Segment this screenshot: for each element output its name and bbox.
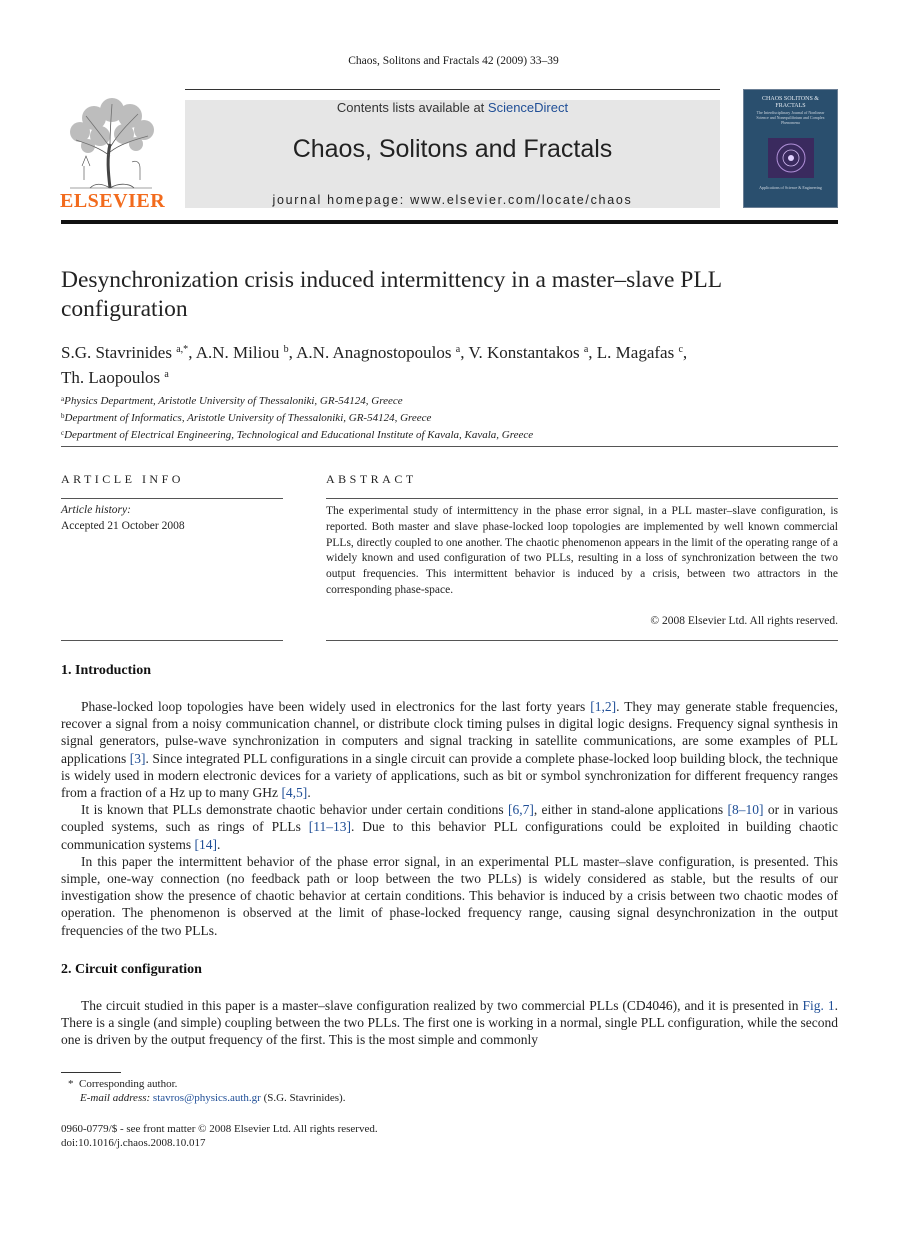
intro-paragraph-1: Phase-locked loop topologies have been widely used in electronics for the last forty years [1,2]. They may generate stable frequencies, recover a signal from a noisy communication channel, or distribute clock timing pulses in digital logic designs. Frequency signal synthesis in signal generators, pulse-wave synchronization in computers and signal tracking in satellite communications, are some examples of PLL applications [3]. Since integrated PLL configurations in a single circuit can provide a complete phase-locked loop building block, the technique is widely used in modern electronic devices for a variety of applications, such as bit or symbol synchronization for different frequency ranges from a fraction of a Hz up to many GHz [4,5]. bbox=[61, 699, 839, 801]
abstract-heading: ABSTRACT bbox=[326, 472, 417, 486]
contents-prefix: Contents lists available at bbox=[336, 100, 488, 115]
figure-link[interactable]: Fig. 1 bbox=[802, 998, 835, 1013]
header-thick-rule bbox=[61, 220, 838, 224]
author-separator: , bbox=[682, 343, 688, 362]
section-heading-circuit: 2. Circuit configuration bbox=[61, 962, 202, 977]
cover-title: CHAOS SOLITONS & FRACTALS bbox=[762, 96, 819, 109]
author-affiliation-mark: c bbox=[678, 344, 683, 355]
author-affiliation-mark: a bbox=[164, 369, 169, 380]
abstract-bottom-rule bbox=[326, 640, 838, 641]
citation-link[interactable]: [4,5] bbox=[281, 785, 308, 801]
email-note: E-mail address: stavros@physics.auth.gr (S.G. Stavrinides). bbox=[80, 1092, 346, 1104]
cover-footer: Applications of Science & Engineering bbox=[759, 185, 822, 190]
article-info-heading: ARTICLE INFO bbox=[61, 472, 184, 486]
introduction-body bbox=[61, 698, 838, 939]
email-link[interactable]: stavros@physics.auth.gr bbox=[152, 1092, 261, 1104]
citation-link[interactable]: [14] bbox=[194, 836, 217, 852]
author-name: S.G. Stavrinides bbox=[61, 343, 177, 362]
author-affiliation-mark: a,* bbox=[176, 344, 189, 355]
footnote-rule bbox=[61, 1072, 121, 1073]
author-separator: , bbox=[188, 343, 196, 362]
affiliations bbox=[61, 392, 838, 443]
publisher-wordmark: ELSEVIER bbox=[60, 190, 166, 212]
author-name: Th. Laopoulos bbox=[61, 368, 165, 387]
article-title: Desynchronization crisis induced intermittency in a master–slave PLL configuration bbox=[61, 267, 722, 322]
affiliation-mark: a bbox=[61, 395, 65, 403]
author-separator: , bbox=[288, 343, 297, 362]
affiliation-text: Physics Department, Aristotle University of Thessaloniki, GR-54124, Greece bbox=[64, 395, 403, 407]
citation-link[interactable]: [8–10] bbox=[727, 802, 764, 818]
intro-paragraph-3: In this paper the intermittent behavior of the phase error signal, in an experimental PLL master–slave configuration, is presented. This simple, one-way connection (no feedback path or loop between the two PLLs) is widely considered as stable, but the results of our investigation show the presence of chaotic behavior at certain conditions. This behavior is induced by a crisis between two chaotic modes of operation. The phenomenon is observed at the limit of phase-locked frequency range, causing signal desynchronization in the output frequencies of the two PLLs. bbox=[61, 853, 838, 938]
journal-cover bbox=[743, 89, 838, 208]
affiliation-rule bbox=[61, 446, 838, 447]
circuit-body bbox=[61, 997, 838, 1049]
affiliation-mark: b bbox=[61, 412, 65, 420]
affiliation-text: Department of Informatics, Aristotle University of Thessaloniki, GR-54124, Greece bbox=[64, 412, 432, 424]
abstract-copyright: © 2008 Elsevier Ltd. All rights reserved. bbox=[650, 615, 838, 627]
circuit-paragraph-1: The circuit studied in this paper is a master–slave configuration realized by two commercial PLLs (CD4046), and it is presented in Fig. 1. There is a single (and simple) coupling between the two PLLs. The first one is working in a normal, single PLL configuration, while the second one is driven by the output frequency of the first. This is the most simple and commonly bbox=[61, 998, 838, 1048]
intro-paragraph-2: It is known that PLLs demonstrate chaotic behavior under certain conditions [6,7], either in stand-alone applications [8–10] or in various coupled systems, such as rings of PLLs [11–13]. Due to this behavior PLL configurations could be exploited in building chaotic communication systems [14]. bbox=[61, 802, 838, 852]
journal-title: Chaos, Solitons and Fractals bbox=[292, 135, 613, 163]
author-separator: , bbox=[588, 343, 597, 362]
abstract-rule bbox=[326, 498, 838, 499]
running-head: Chaos, Solitons and Fractals 42 (2009) 33–39 bbox=[348, 55, 559, 67]
corresponding-author-note: * Corresponding author. bbox=[68, 1078, 178, 1090]
issn-line: 0960-0779/$ - see front matter © 2008 Elsevier Ltd. All rights reserved. bbox=[61, 1123, 378, 1135]
affiliation-line bbox=[61, 392, 838, 409]
author-affiliation-mark: a bbox=[455, 344, 461, 355]
author-name: A.N. Anagnostopoulos bbox=[296, 343, 456, 362]
affiliation-line bbox=[61, 426, 838, 443]
citation-link[interactable]: [3] bbox=[129, 750, 146, 766]
citation-link[interactable]: [1,2] bbox=[590, 699, 617, 714]
author-list bbox=[61, 339, 838, 389]
contents-line bbox=[185, 100, 720, 115]
author-name: L. Magafas bbox=[596, 343, 679, 362]
author-affiliation-mark: a bbox=[583, 344, 589, 355]
citation-link[interactable]: [6,7] bbox=[507, 802, 534, 818]
author-affiliation-mark: b bbox=[283, 344, 289, 355]
author-name: A.N. Miliou bbox=[195, 343, 284, 362]
journal-homepage[interactable]: journal homepage: www.elsevier.com/locate/chaos bbox=[272, 193, 633, 207]
affiliation-text: Department of Electrical Engineering, Technological and Educational Institute of Kavala, Kavala, Greece bbox=[64, 429, 534, 441]
cover-art-icon bbox=[768, 138, 814, 178]
sciencedirect-link[interactable]: ScienceDirect bbox=[487, 100, 569, 115]
affiliation-line bbox=[61, 409, 838, 426]
doi-line[interactable]: doi:10.1016/j.chaos.2008.10.017 bbox=[61, 1137, 206, 1149]
abstract-text: The experimental study of intermittency in the phase error signal, in a PLL master–slave configuration, is reported. Both master and slave phase-locked loop topologies are implemented by well known commercial PLLs, directly coupled to one another. The chaotic phenomenon appears in the limit of the operating range of a widely known and used configuration of two PLLs, resulting in a loss of synchronization between the two output frequencies. This intermittent behavior is induced by a crisis, between two attractors in the corresponding phase-space. bbox=[326, 505, 838, 596]
article-info-rule bbox=[61, 498, 283, 499]
article-history-label: Article history: bbox=[61, 504, 131, 516]
author-name: V. Konstantakos bbox=[468, 343, 584, 362]
cover-subtitle: The Interdisciplinary Journal of Nonlinear Science and Nonequilibrium and Complex Phenomena bbox=[756, 110, 825, 125]
affiliation-mark: c bbox=[61, 429, 65, 437]
header-top-rule bbox=[185, 89, 720, 90]
section-heading-introduction: 1. Introduction bbox=[61, 663, 151, 678]
author-separator: , bbox=[460, 343, 469, 362]
article-info-bottom-rule bbox=[61, 640, 283, 641]
accepted-date: Accepted 21 October 2008 bbox=[61, 520, 185, 532]
citation-link[interactable]: [11–13] bbox=[308, 819, 351, 835]
